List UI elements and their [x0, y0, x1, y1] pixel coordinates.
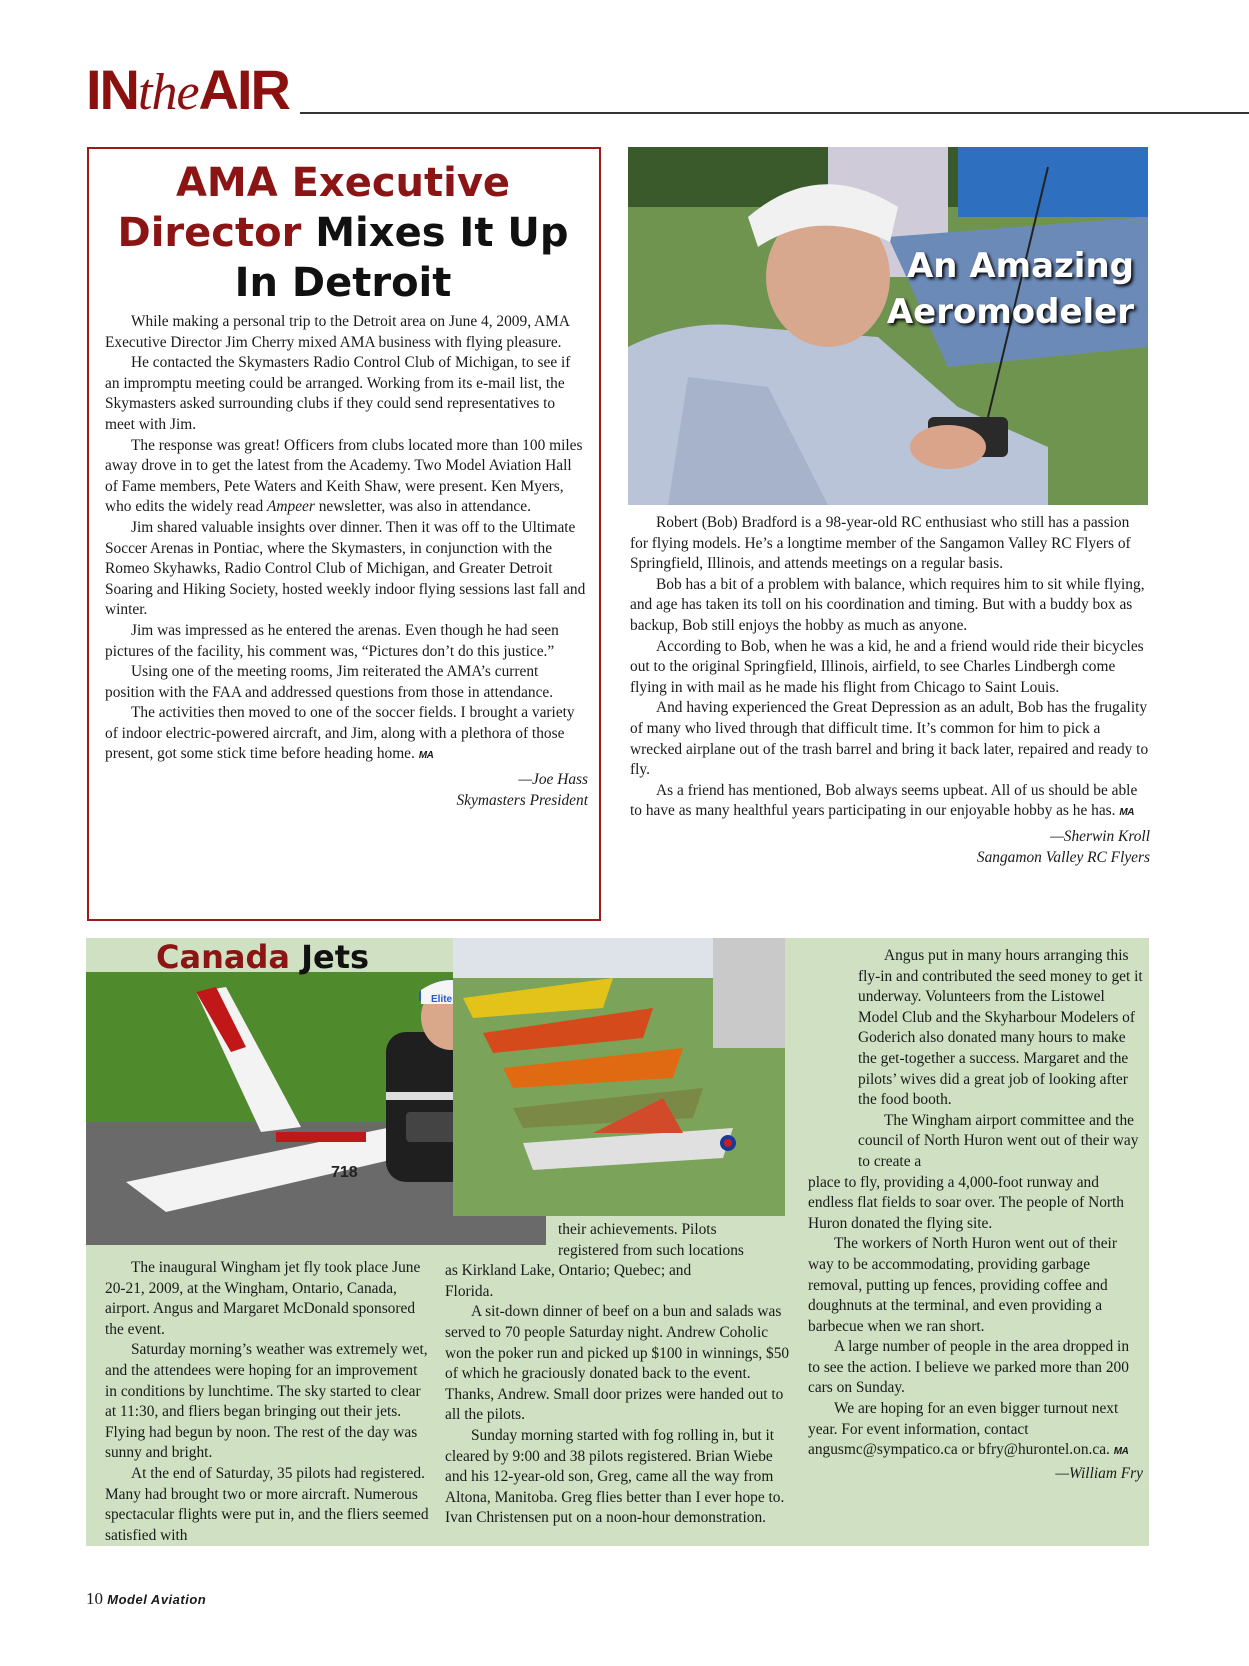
- end-mark: MA: [1119, 807, 1134, 819]
- page-footer: [86, 1588, 206, 1611]
- jets-lineup-photo: [453, 938, 785, 1216]
- text-line: Florida.: [445, 1282, 494, 1300]
- paragraph: Sunday morning started with fog rolling in, but it cleared by 9:00 and 38 pilots registered. Brian Wiebe and his 12-year-old son, Greg, came all the way from Altona, Manitoba. Greg flies better than I ever hope to. Ivan Christensen put on a noon-hour demonstration.: [445, 1426, 785, 1527]
- page-number: 10: [86, 1589, 103, 1608]
- canada-jets-title: [156, 936, 369, 978]
- section-logo: [86, 60, 289, 120]
- text-line: as Kirkland Lake, Ontario; Quebec; and: [445, 1262, 692, 1280]
- author-name: —Sherwin Kroll: [1050, 827, 1150, 845]
- paragraph: Jim shared valuable insights over dinner. Then it was off to the Ultimate Soccer Arenas in Pontiac, where the Skymasters, in conjunction with the Romeo Skyhawks, Radio Control Club of Michigan, and Greater Detroit Soaring and Hiking Society, hosted weekly indoor flying sessions last fall and winter.: [105, 518, 586, 619]
- paragraph: [105, 703, 588, 767]
- title-red-part: Canada: [156, 938, 290, 976]
- paragraph: Saturday morning’s weather was extremely wet, and the attendees were hoping for an improvement in conditions by lunchtime. The sky started to clear at 11:30, and fliers began bringing out their jets. Flying had begun by noon. The rest of the day was sunny and bright.: [105, 1341, 428, 1462]
- paragraph-text: The activities then moved to one of the soccer fields. I brought a variety of indoor electric-powered aircraft, and Jim, along with a plethora of those present, got some stick time before heading home.: [105, 704, 575, 763]
- aeromodeler-photo: [628, 147, 1148, 505]
- paragraph-text: We are hoping for an even bigger turnout next year. For event information, contact angusmc@sympatico.ca or bfry@hurontel.on.ca.: [808, 1400, 1119, 1459]
- headline-line-1: An Amazing: [906, 246, 1134, 286]
- paragraph: The inaugural Wingham jet fly took place June 20-21, 2009, at the Wingham, Ontario, Canada, airport. Angus and Margaret McDonald sponsored the event.: [105, 1259, 421, 1338]
- paragraph: Bob has a bit of a problem with balance, which requires him to sit while flying, and age has taken its toll on his coordination and timing. But with a buddy box as backup, Bob still enjoys the hobby as much as anyone.: [630, 575, 1145, 634]
- author-name: —William Fry: [1055, 1464, 1143, 1482]
- paragraph: At the end of Saturday, 35 pilots had registered. Many had brought two or more aircraft. Numerous spectacular flights were put in, and the fliers seemed satisfied with: [105, 1464, 429, 1544]
- paragraph: [105, 436, 588, 518]
- end-mark: MA: [1113, 1446, 1129, 1458]
- canada-jets-column-1: [105, 1258, 430, 1546]
- end-mark: MA: [418, 750, 434, 762]
- paragraph: place to fly, providing a 4,000-foot runway and endless flat fields to soar over. The people of North Huron donated the flying site.: [808, 1173, 1124, 1232]
- section-logo-air: AIR: [198, 58, 289, 121]
- paragraph: Robert (Bob) Bradford is a 98-year-old RC enthusiast who still has a passion for flying models. He’s a longtime member of the Sangamon Valley RC Flyers of Springfield, Illinois, and attends meetings on a regular basis.: [630, 514, 1131, 573]
- canada-jets-column-3: [808, 946, 1143, 1484]
- paragraph-text: newsletter, was also in attendance.: [318, 498, 531, 516]
- jet-tail-number: 718: [331, 1164, 358, 1181]
- article-right-body: [630, 513, 1150, 868]
- author-title: Skymasters President: [456, 792, 588, 810]
- paragraph: The workers of North Huron went out of their way to be accommodating, providing garbage removal, putting up fences, providing coffee and doughnuts at the terminal, and even providing a barbecue when we ran short.: [808, 1235, 1117, 1335]
- author-name: —Joe Hass: [518, 771, 588, 789]
- paragraph: [630, 781, 1150, 824]
- paragraph: According to Bob, when he was a kid, he and a friend would ride their bicycles out to the original Springfield, Illinois, airfield, to see Charles Lindbergh come flying in with mail as he made his flight from Chicago to Saint Louis.: [630, 637, 1144, 696]
- section-logo-the: the: [138, 64, 199, 121]
- text-line: their achievements. Pilots: [558, 1221, 717, 1238]
- paragraph: Jim was impressed as he entered the arenas. Even though he had seen pictures of the facility, his comment was, “Pictures don’t do this justice.”: [105, 621, 559, 660]
- paragraph: The Wingham airport committee and the council of North Huron went out of their way to create a: [858, 1111, 1139, 1170]
- paragraph-text: The response was great! Officers from clubs located more than 100 miles away drove in to get the latest from the Academy. Two Model Aviation Hall of Fame members, Pete Waters and Keith Shaw, were present. Ken Myers, who edits the widely read: [105, 436, 583, 516]
- article-left-title: [100, 158, 586, 308]
- header-rule: [300, 112, 1249, 114]
- paragraph: And having experienced the Great Depression as an adult, Bob has the frugality of many who lived through that difficult time. It’s common for him to pick a wrecked airplane out of the trash barrel and bring it back later, repaired and ready to fly.: [630, 699, 1149, 779]
- text-line: registered from such locations: [558, 1241, 744, 1259]
- paragraph: He contacted the Skymasters Radio Control Club of Michigan, to see if an impromptu meeting could be arranged. Working from its e-mail list, the Skymasters asked surrounding clubs if they could send representatives to meet with Jim.: [105, 354, 571, 433]
- section-logo-in: IN: [86, 58, 138, 121]
- paragraph: Using one of the meeting rooms, Jim reiterated the AMA’s current position with the FAA and addressed questions from those in attendance.: [105, 663, 554, 701]
- canada-jets-column-2: [445, 1220, 790, 1529]
- paragraph: A large number of people in the area dropped in to see the action. I believe we parked more than 200 cars on Sunday.: [808, 1338, 1130, 1397]
- magazine-name: Model Aviation: [107, 1592, 207, 1607]
- paragraph: Angus put in many hours arranging this fly-in and contributed the seed money to get it underway. Volunteers from the Listowel Model Club and the Skyharbour Modelers of Goderich also donated many hours to make the get-together a success. Margaret and the pilots’ wives did a great job of looking after the food booth.: [858, 947, 1143, 1109]
- headline-line-2: Aeromodeler: [886, 292, 1134, 332]
- paragraph: A sit-down dinner of beef on a bun and salads was served to 70 people Saturday night. Andrew Coholic won the poker run and picked up $100 in winnings, $50 of which he graciously donated back to the event. Thanks, Andrew. Small door prizes were handed out to all the pilots.: [445, 1303, 790, 1424]
- paragraph: [808, 1399, 1143, 1463]
- title-black-part: Mixes It Up In Detroit: [234, 210, 569, 306]
- paragraph: While making a personal trip to the Detroit area on June 4, 2009, AMA Executive Director Jim Cherry mixed AMA business with flying pleasure.: [105, 313, 570, 351]
- article-left-body: [105, 312, 588, 811]
- helmet-logo: Elite: [431, 994, 453, 1005]
- author-title: Sangamon Valley RC Flyers: [976, 848, 1150, 866]
- jets-lineup-photo-art: [453, 938, 785, 1216]
- aeromodeler-headline: [887, 243, 1134, 335]
- newsletter-name: Ampeer: [267, 498, 315, 516]
- title-black-part: Jets: [301, 938, 370, 976]
- paragraph-text: As a friend has mentioned, Bob always seems upbeat. All of us should be able to have as many healthful years participating in our enjoyable hobby as he has.: [630, 781, 1138, 820]
- title-red-part: AMA Executive Director: [117, 160, 511, 256]
